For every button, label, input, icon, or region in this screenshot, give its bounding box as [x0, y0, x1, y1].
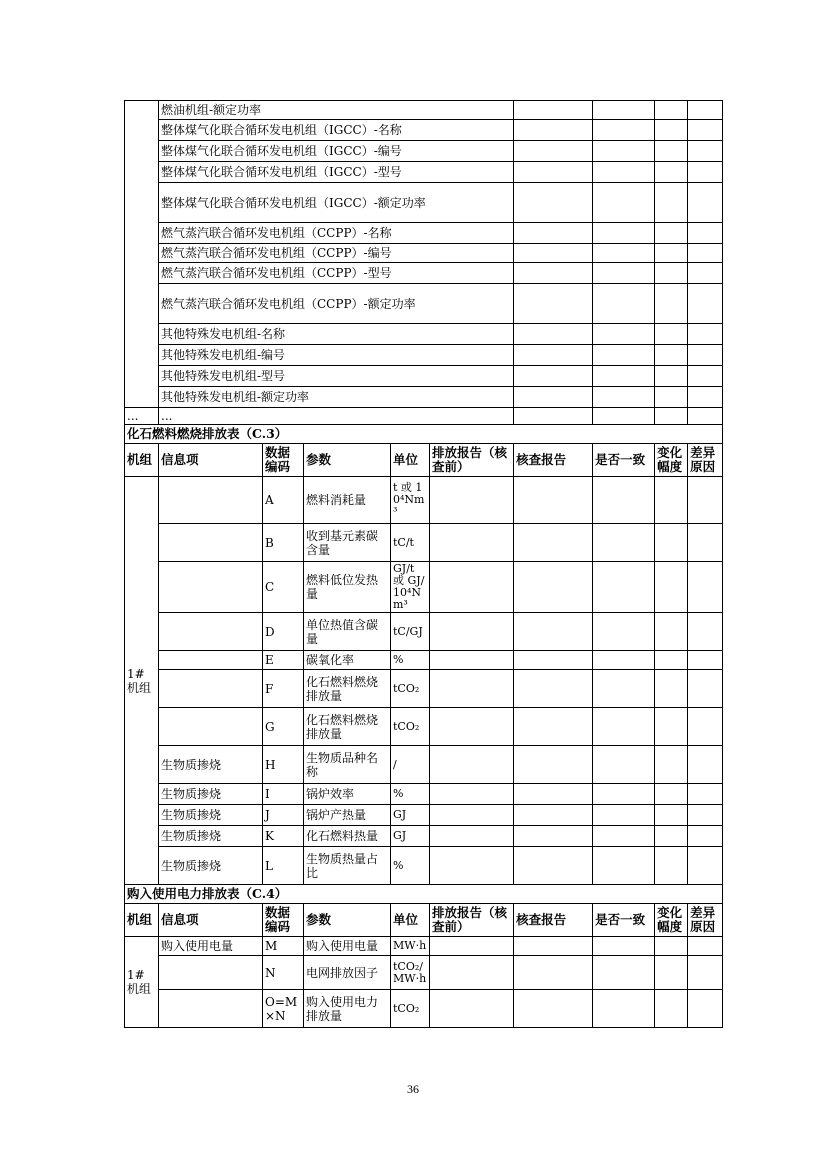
info-item-text: 整体煤气化联合循环发电机组（IGCC）-型号 [159, 162, 514, 183]
empty-cell [514, 805, 593, 826]
empty-cell [688, 651, 723, 670]
empty-cell [593, 408, 655, 425]
empty-cell [688, 477, 723, 524]
empty-cell [655, 101, 688, 120]
data-code-cell: G [263, 708, 304, 746]
header-info-item: 信息项 [159, 904, 263, 937]
empty-cell [655, 805, 688, 826]
info-item-cell [159, 651, 263, 670]
empty-cell [688, 120, 723, 141]
data-code-cell: C [263, 562, 304, 613]
empty-cell [688, 708, 723, 746]
unit-cell: tCO₂ [391, 990, 430, 1028]
data-code-cell: H [263, 746, 304, 784]
header-change: 变化幅度 [655, 444, 688, 477]
unit-cell: GJ [391, 826, 430, 847]
empty-cell [593, 120, 655, 141]
param-cell: 锅炉效率 [304, 784, 391, 805]
data-code-cell: N [263, 956, 304, 990]
info-item-cell [159, 524, 263, 562]
info-item-cell: 生物质掺烧 [159, 746, 263, 784]
empty-cell [655, 613, 688, 651]
empty-cell [593, 651, 655, 670]
empty-cell [655, 324, 688, 345]
header-unit: 单位 [391, 904, 430, 937]
empty-cell [593, 366, 655, 387]
unit-cell: tCO₂/MW·h [391, 956, 430, 990]
empty-cell [514, 345, 593, 366]
unit-cell: MW·h [391, 937, 430, 956]
header-unit-group: 机组 [125, 904, 159, 937]
header-consistent: 是否一致 [593, 904, 655, 937]
info-item-text: 燃气蒸汽联合循环发电机组（CCPP）-编号 [159, 244, 514, 263]
header-info-item: 信息项 [159, 444, 263, 477]
empty-cell [593, 263, 655, 284]
unit-cell: % [391, 784, 430, 805]
info-item-text: 整体煤气化联合循环发电机组（IGCC）-额定功率 [159, 183, 514, 223]
empty-cell [514, 524, 593, 562]
unit-cell: tCO₂ [391, 670, 430, 708]
empty-cell [430, 562, 514, 613]
empty-cell [655, 562, 688, 613]
section-title-c3: 化石燃料燃烧排放表（C.3） [125, 425, 723, 444]
ellipsis-cell: ... [125, 408, 159, 425]
param-cell: 电网排放因子 [304, 956, 391, 990]
ellipsis-cell: ... [159, 408, 514, 425]
info-item-cell [159, 670, 263, 708]
header-consistent: 是否一致 [593, 444, 655, 477]
info-item-cell: 生物质掺烧 [159, 805, 263, 826]
empty-cell [593, 784, 655, 805]
header-data-code: 数据编码 [263, 444, 304, 477]
data-code-cell: I [263, 784, 304, 805]
page-number: 36 [407, 1082, 419, 1096]
empty-cell [593, 937, 655, 956]
empty-cell [688, 162, 723, 183]
empty-cell [688, 366, 723, 387]
empty-cell [514, 366, 593, 387]
empty-cell [655, 162, 688, 183]
document-page [124, 100, 722, 1028]
empty-cell [514, 162, 593, 183]
unit-cell: tCO₂ [391, 708, 430, 746]
info-item-text: 燃气蒸汽联合循环发电机组（CCPP）-额定功率 [159, 284, 514, 324]
empty-cell [655, 120, 688, 141]
empty-cell [688, 847, 723, 885]
unit-cell: GJ [391, 805, 430, 826]
info-item-text: 其他特殊发电机组-额定功率 [159, 387, 514, 408]
info-item-cell [159, 956, 263, 990]
info-item-cell: 生物质掺烧 [159, 847, 263, 885]
param-cell: 生物质热量占比 [304, 847, 391, 885]
empty-cell [430, 990, 514, 1028]
empty-cell [514, 141, 593, 162]
header-reason: 差异原因 [688, 904, 723, 937]
header-change: 变化幅度 [655, 904, 688, 937]
info-item-cell [159, 477, 263, 524]
empty-cell [655, 183, 688, 223]
empty-cell [593, 990, 655, 1028]
empty-cell [593, 162, 655, 183]
header-unit: 单位 [391, 444, 430, 477]
data-code-cell: M [263, 937, 304, 956]
empty-cell [593, 562, 655, 613]
blank-group-cell [125, 101, 159, 408]
info-item-text: 其他特殊发电机组-编号 [159, 345, 514, 366]
empty-cell [655, 141, 688, 162]
info-item-text: 其他特殊发电机组-型号 [159, 366, 514, 387]
empty-cell [514, 847, 593, 885]
empty-cell [514, 263, 593, 284]
empty-cell [655, 746, 688, 784]
empty-cell [514, 324, 593, 345]
data-code-cell: B [263, 524, 304, 562]
header-reason: 差异原因 [688, 444, 723, 477]
empty-cell [655, 670, 688, 708]
empty-cell [514, 120, 593, 141]
empty-cell [514, 956, 593, 990]
empty-cell [688, 805, 723, 826]
empty-cell [593, 613, 655, 651]
empty-cell [593, 244, 655, 263]
empty-cell [688, 244, 723, 263]
empty-cell [688, 141, 723, 162]
empty-cell [593, 477, 655, 524]
empty-cell [688, 746, 723, 784]
empty-cell [593, 524, 655, 562]
empty-cell [514, 408, 593, 425]
info-item-cell: 生物质掺烧 [159, 784, 263, 805]
empty-cell [514, 613, 593, 651]
info-item-text: 燃油机组-额定功率 [159, 101, 514, 120]
empty-cell [430, 524, 514, 562]
empty-cell [688, 826, 723, 847]
unit-cell: t 或 10⁴Nm³ [391, 477, 430, 524]
param-cell: 购入使用电力排放量 [304, 990, 391, 1028]
empty-cell [688, 183, 723, 223]
info-item-cell: 生物质掺烧 [159, 826, 263, 847]
empty-cell [514, 101, 593, 120]
param-cell: 碳氧化率 [304, 651, 391, 670]
empty-cell [514, 708, 593, 746]
empty-cell [688, 223, 723, 244]
empty-cell [430, 746, 514, 784]
data-code-cell: E [263, 651, 304, 670]
unit-cell: % [391, 847, 430, 885]
empty-cell [655, 223, 688, 244]
unit-cell: GJ/t 或 GJ/10⁴Nm³ [391, 562, 430, 613]
header-param: 参数 [304, 904, 391, 937]
header-data-code: 数据编码 [263, 904, 304, 937]
param-cell: 化石燃料燃烧排放量 [304, 670, 391, 708]
empty-cell [688, 345, 723, 366]
empty-cell [655, 524, 688, 562]
empty-cell [430, 805, 514, 826]
empty-cell [655, 651, 688, 670]
empty-cell [430, 784, 514, 805]
empty-cell [514, 651, 593, 670]
unit-group-label: 1#机组 [125, 477, 159, 885]
param-cell: 燃料消耗量 [304, 477, 391, 524]
data-code-cell: L [263, 847, 304, 885]
empty-cell [593, 746, 655, 784]
param-cell: 收到基元素碳含量 [304, 524, 391, 562]
param-cell: 锅炉产热量 [304, 805, 391, 826]
empty-cell [655, 345, 688, 366]
header-verification-report: 核查报告 [514, 444, 593, 477]
empty-cell [593, 847, 655, 885]
data-code-cell: D [263, 613, 304, 651]
empty-cell [688, 562, 723, 613]
header-verification-report: 核查报告 [514, 904, 593, 937]
empty-cell [593, 387, 655, 408]
info-item-cell [159, 613, 263, 651]
empty-cell [430, 937, 514, 956]
empty-cell [514, 284, 593, 324]
empty-cell [593, 141, 655, 162]
empty-cell [688, 670, 723, 708]
empty-cell [655, 387, 688, 408]
empty-cell [593, 101, 655, 120]
info-item-cell: 购入使用电量 [159, 937, 263, 956]
empty-cell [593, 345, 655, 366]
info-item-text: 燃气蒸汽联合循环发电机组（CCPP）-名称 [159, 223, 514, 244]
empty-cell [655, 408, 688, 425]
param-cell: 生物质品种名称 [304, 746, 391, 784]
param-cell: 化石燃料热量 [304, 826, 391, 847]
empty-cell [655, 826, 688, 847]
empty-cell [593, 708, 655, 746]
empty-cell [655, 244, 688, 263]
unit-cell: % [391, 651, 430, 670]
unit-cell: tC/t [391, 524, 430, 562]
empty-cell [514, 477, 593, 524]
empty-cell [688, 101, 723, 120]
empty-cell [593, 805, 655, 826]
empty-cell [655, 990, 688, 1028]
info-item-text: 其他特殊发电机组-名称 [159, 324, 514, 345]
data-code-cell: K [263, 826, 304, 847]
empty-cell [688, 408, 723, 425]
empty-cell [593, 223, 655, 244]
empty-cell [688, 524, 723, 562]
empty-cell [655, 956, 688, 990]
empty-cell [655, 937, 688, 956]
empty-cell [688, 613, 723, 651]
empty-cell [655, 366, 688, 387]
param-cell: 单位热值含碳量 [304, 613, 391, 651]
empty-cell [593, 284, 655, 324]
empty-cell [514, 826, 593, 847]
info-item-cell [159, 708, 263, 746]
data-code-cell: A [263, 477, 304, 524]
header-param: 参数 [304, 444, 391, 477]
empty-cell [655, 263, 688, 284]
info-item-cell [159, 990, 263, 1028]
empty-cell [688, 990, 723, 1028]
empty-cell [514, 937, 593, 956]
empty-cell [430, 708, 514, 746]
data-code-cell: F [263, 670, 304, 708]
empty-cell [688, 263, 723, 284]
unit-cell: / [391, 746, 430, 784]
data-code-cell: J [263, 805, 304, 826]
header-unit-group: 机组 [125, 444, 159, 477]
empty-cell [430, 956, 514, 990]
empty-cell [514, 784, 593, 805]
empty-cell [514, 244, 593, 263]
empty-cell [430, 670, 514, 708]
info-item-text: 整体煤气化联合循环发电机组（IGCC）-编号 [159, 141, 514, 162]
param-cell: 化石燃料燃烧排放量 [304, 708, 391, 746]
empty-cell [514, 387, 593, 408]
empty-cell [430, 477, 514, 524]
empty-cell [688, 784, 723, 805]
empty-cell [688, 324, 723, 345]
header-emission-report: 排放报告（核查前） [430, 444, 514, 477]
empty-cell [655, 784, 688, 805]
empty-cell [655, 284, 688, 324]
empty-cell [655, 477, 688, 524]
info-item-text: 整体煤气化联合循环发电机组（IGCC）-名称 [159, 120, 514, 141]
empty-cell [514, 223, 593, 244]
param-cell: 购入使用电量 [304, 937, 391, 956]
empty-cell [593, 324, 655, 345]
empty-cell [514, 990, 593, 1028]
emission-table [124, 100, 723, 1028]
data-code-cell: O=M×N [263, 990, 304, 1028]
empty-cell [430, 826, 514, 847]
header-emission-report: 排放报告（核查前） [430, 904, 514, 937]
section-title-c4: 购入使用电力排放表（C.4） [125, 885, 723, 904]
empty-cell [688, 284, 723, 324]
empty-cell [688, 387, 723, 408]
unit-group-label: 1#机组 [125, 937, 159, 1028]
empty-cell [593, 183, 655, 223]
empty-cell [514, 562, 593, 613]
empty-cell [655, 847, 688, 885]
empty-cell [688, 937, 723, 956]
empty-cell [593, 826, 655, 847]
empty-cell [514, 183, 593, 223]
info-item-text: 燃气蒸汽联合循环发电机组（CCPP）-型号 [159, 263, 514, 284]
empty-cell [430, 847, 514, 885]
empty-cell [655, 708, 688, 746]
empty-cell [430, 651, 514, 670]
empty-cell [688, 956, 723, 990]
unit-cell: tC/GJ [391, 613, 430, 651]
empty-cell [593, 670, 655, 708]
info-item-cell [159, 562, 263, 613]
empty-cell [514, 670, 593, 708]
empty-cell [593, 956, 655, 990]
empty-cell [430, 613, 514, 651]
param-cell: 燃料低位发热量 [304, 562, 391, 613]
empty-cell [514, 746, 593, 784]
